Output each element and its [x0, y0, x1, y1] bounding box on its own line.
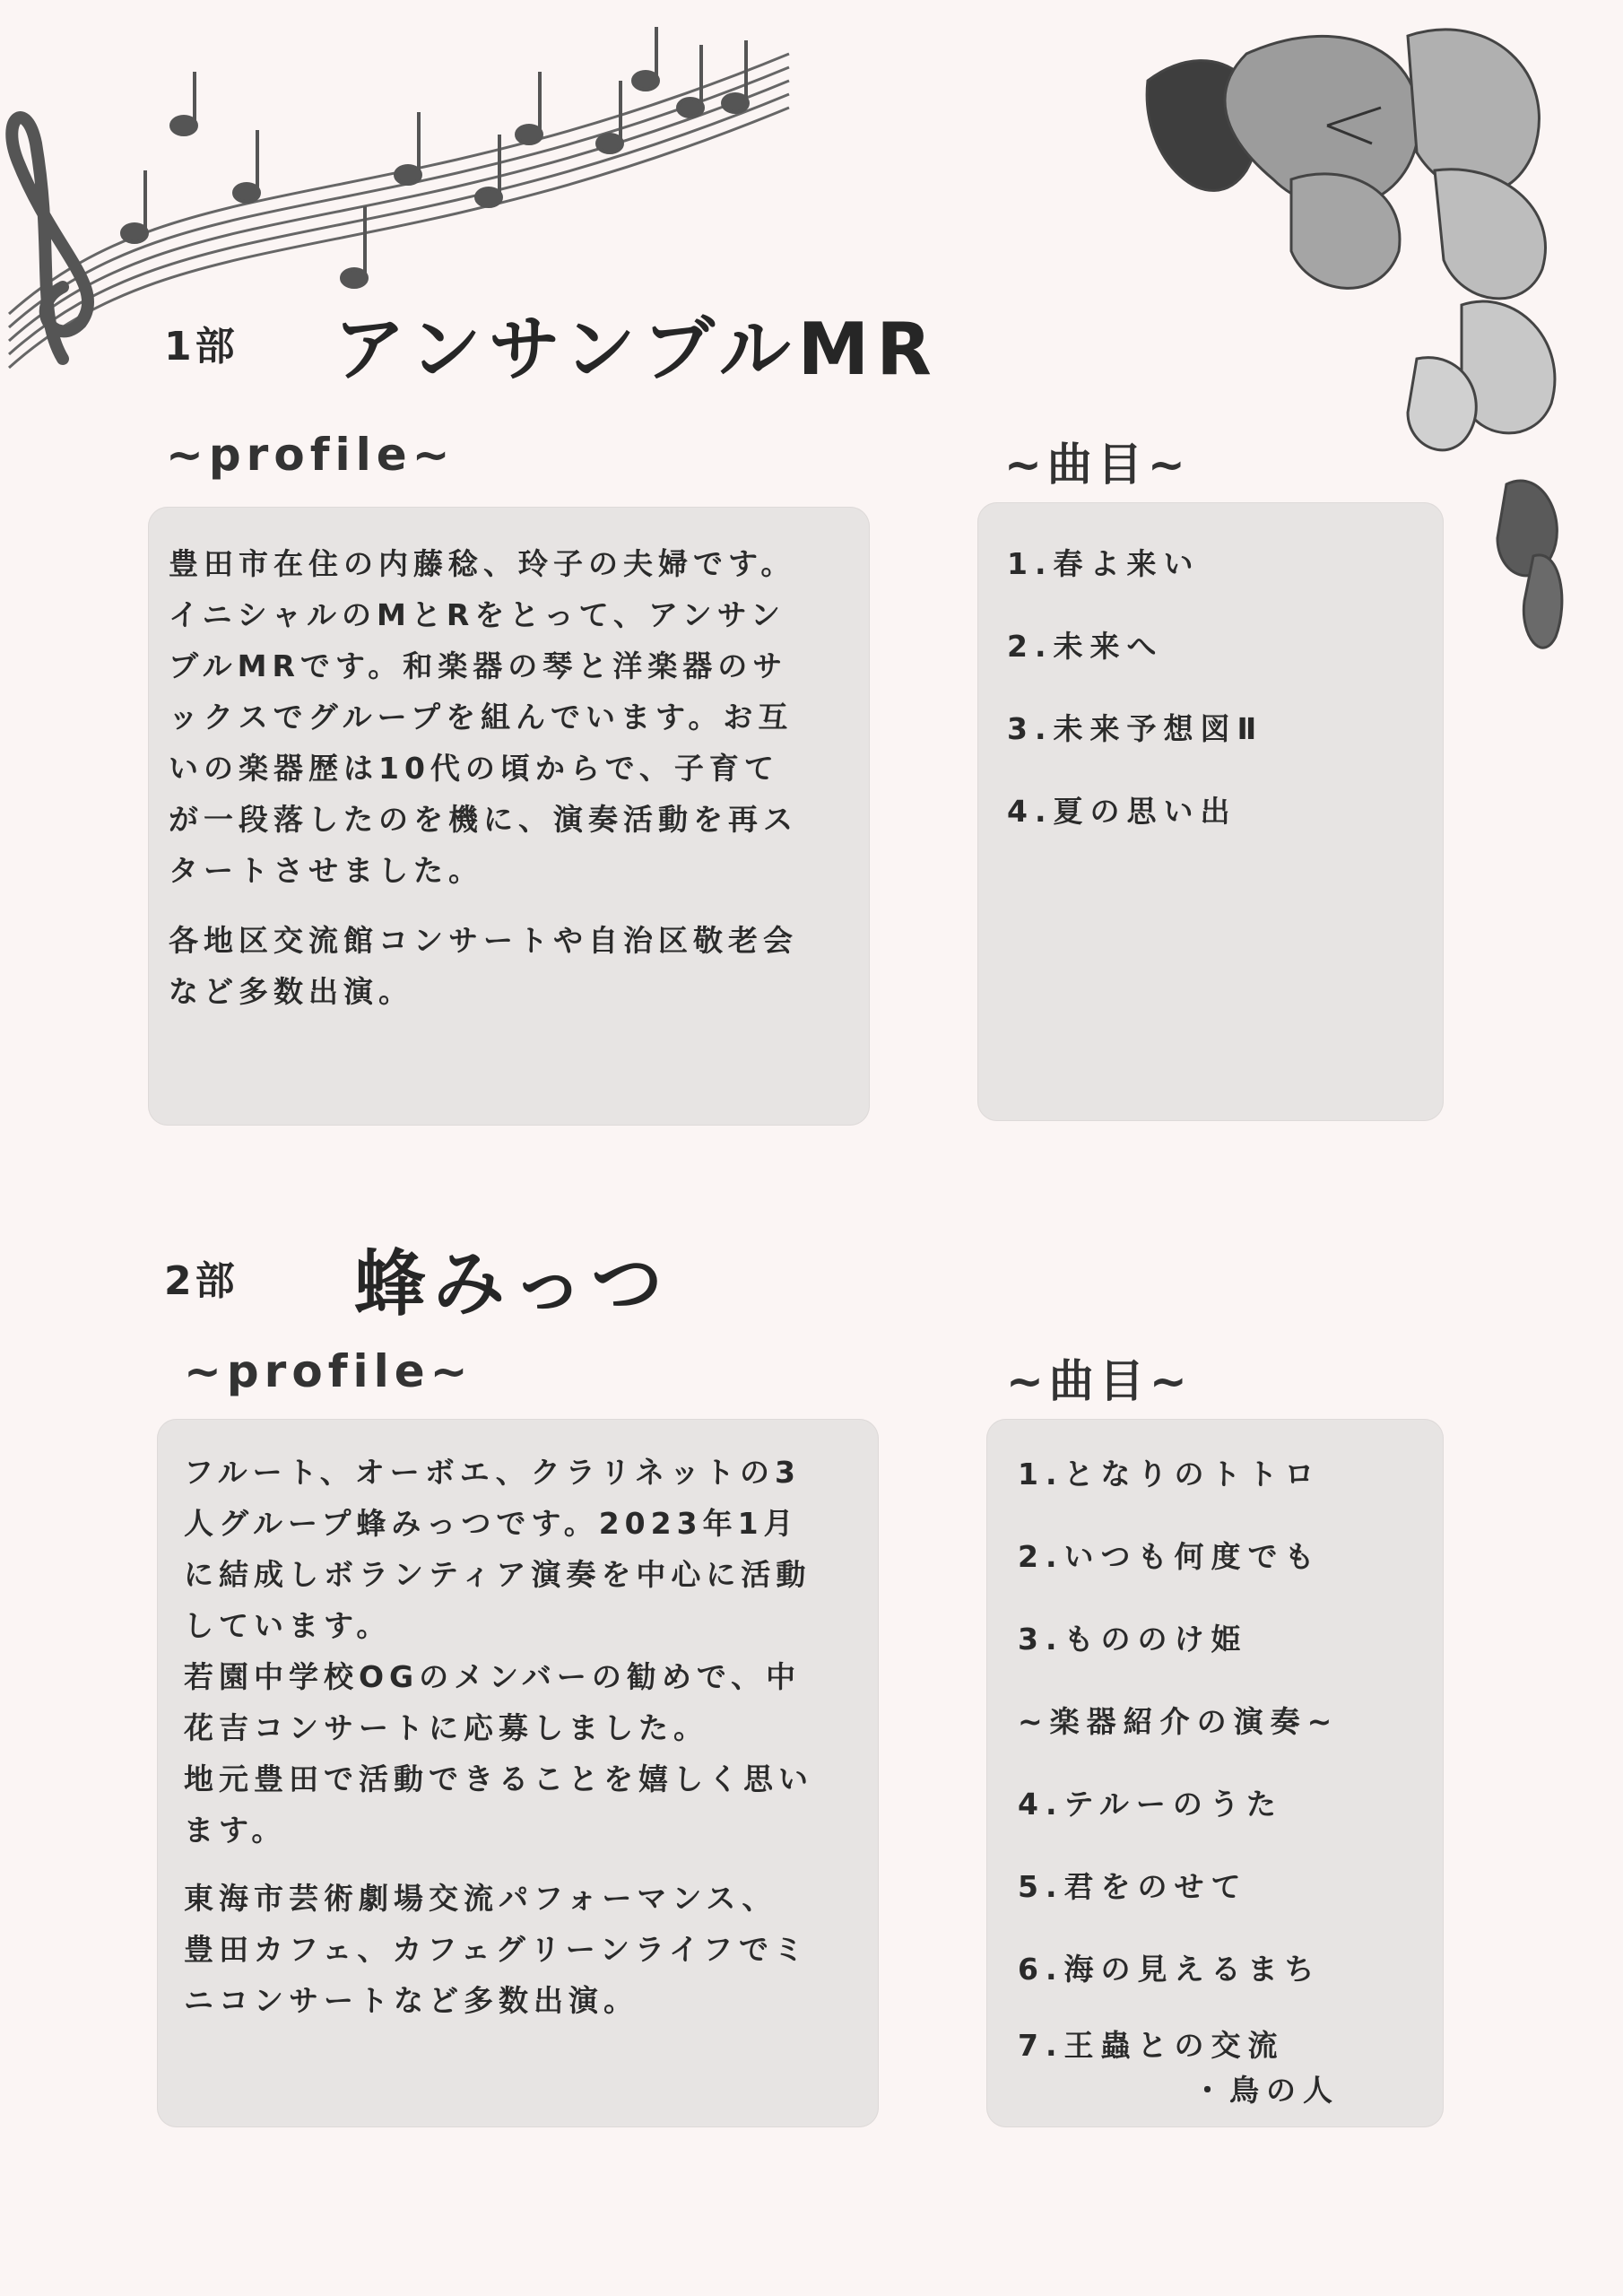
- part2-label: 2部: [164, 1258, 239, 1304]
- part2-profile-text: フルート、オーボエ、クラリネットの3 人グループ蜂みっつです。2023年1月 に結成しボランティア演奏を中心に活動 しています。 若園中学校OGのメンバーの勧めで、中 花吉コンサートに応募しました。 地元豊田で活動できることを嬉しく思い ます。: [184, 1455, 813, 1848]
- part2-profile-heading: ~profile~: [184, 1345, 473, 1397]
- part1-song-item: 3.未来予想図Ⅱ: [1007, 711, 1264, 746]
- part2-song-item: 7.王蟲との交流: [1018, 2028, 1285, 2063]
- part2-song-item: ・鳥の人: [1193, 2073, 1340, 2108]
- part1-label: 1部: [164, 324, 239, 370]
- part2-profile-text-2: 東海市芸術劇場交流パフォーマンス、 豊田カフェ、カフェグリーンライフでミ ニコンサートなど多数出演。: [184, 1881, 810, 2018]
- part1-song-item: 2.未来へ: [1007, 629, 1164, 664]
- part2-song-item: ~楽器紹介の演奏~: [1018, 1704, 1340, 1739]
- part2-song-item: 1.となりのトトロ: [1018, 1457, 1322, 1492]
- part2-songs-box: [986, 1419, 1444, 2127]
- treble-clef-icon: [12, 117, 88, 359]
- part1-song-item: 4.夏の思い出: [1007, 794, 1237, 829]
- part2-band-name: 蜂みっつ: [354, 1242, 670, 1326]
- part1-song-item: 1.春よ来い: [1007, 546, 1201, 581]
- part2-song-item: 6.海の見えるまち: [1018, 1952, 1322, 1987]
- part1-band-name: アンサンブルMR: [334, 308, 939, 391]
- part2-song-item: 3.もののけ姫: [1018, 1622, 1248, 1657]
- part2-song-item: 2.いつも何度でも: [1018, 1539, 1322, 1574]
- part2-songs-heading: ~曲目~: [1006, 1355, 1193, 1407]
- part1-songs-heading: ~曲目~: [1004, 439, 1191, 491]
- part1-profile-text-2: 各地区交流館コンサートや自治区敬老会 など多数出演。: [169, 923, 798, 1009]
- part2-song-item: 5.君をのせて: [1018, 1869, 1248, 1904]
- part1-profile-heading: ~profile~: [166, 429, 456, 481]
- part2-song-item: 4.テルーのうた: [1018, 1787, 1283, 1822]
- part1-profile-text: 豊田市在住の内藤稔、玲子の夫婦です。 イニシャルのMとRをとって、アンサン ブルMRです。和楽器の琴と洋楽器のサ ックスでグループを組んでいます。お互 いの楽器歴は10代の頃からで、子育て が一段落したのを機に、演奏活動を再ス タートさせました。: [169, 546, 798, 888]
